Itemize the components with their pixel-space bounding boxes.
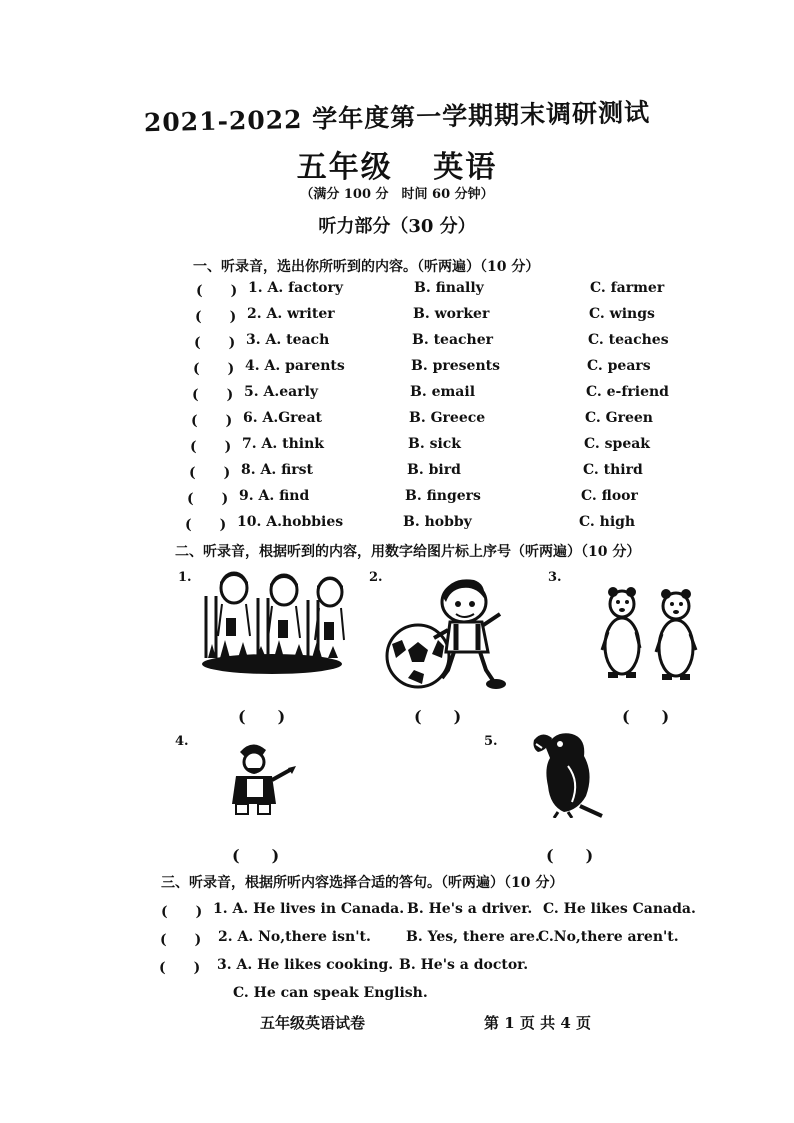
section1-heading: 一、听录音，选出你所听到的内容。（听两遍）（10 分） <box>193 259 540 275</box>
option-c: C. e-friend <box>586 384 669 400</box>
question-row <box>189 462 659 484</box>
picture-number: 4. <box>175 734 189 749</box>
picture-answer-blank: ( ) <box>232 846 280 865</box>
picture-number: 3. <box>548 570 562 585</box>
picture-answer-blank: ( ) <box>414 707 462 726</box>
parrot-picture <box>528 726 608 818</box>
page-footer <box>260 1012 591 1033</box>
santa-figure-picture <box>222 740 300 818</box>
option-b: B. Greece <box>409 410 486 426</box>
option-a: 3. A. teach <box>246 332 330 348</box>
option-b: B. finally <box>414 280 484 296</box>
footer-paper-name: 五年级英语试卷 <box>260 1014 366 1032</box>
question-row <box>187 488 657 510</box>
option-c: C. floor <box>581 488 638 504</box>
option-c: C. teaches <box>588 332 669 348</box>
answer-blank: ( ) <box>189 465 231 481</box>
option-c: C. He likes Canada. <box>543 901 696 917</box>
answer-blank: ( ) <box>185 517 227 533</box>
listening-part-heading: 听力部分（30 分） <box>318 216 476 237</box>
picture-answer-blank: ( ) <box>546 846 594 865</box>
option-c: C. pears <box>587 358 651 374</box>
option-b: B. He's a driver. <box>407 901 533 917</box>
option-b: B. fingers <box>405 488 481 504</box>
question-row <box>196 280 666 302</box>
answer-blank: ( ) <box>194 335 236 351</box>
question-row <box>195 306 665 328</box>
grade-label: 五年级 <box>296 150 393 185</box>
exam-title: 2021-2022 学年度第一学期期末调研测试 <box>143 97 651 138</box>
picture-number: 5. <box>484 734 498 749</box>
answer-blank: ( ) <box>159 960 201 976</box>
option-c: C. speak <box>584 436 650 452</box>
option-b: B. email <box>410 384 476 400</box>
answer-blank: ( ) <box>192 387 234 403</box>
score-time-note: （满分 100 分 时间 60 分钟） <box>300 187 494 202</box>
answer-blank: ( ) <box>191 413 233 429</box>
option-b: B. worker <box>413 306 490 322</box>
answer-blank: ( ) <box>187 491 229 507</box>
picture-number: 2. <box>369 570 383 585</box>
option-c: C. third <box>583 462 643 478</box>
option-a: 2. A. writer <box>247 306 335 322</box>
subject-label: 英语 <box>433 150 498 185</box>
option-a: 9. A. find <box>239 488 310 504</box>
stage-performers-picture <box>198 566 346 678</box>
answer-blank: ( ) <box>161 904 203 920</box>
option-b: B. teacher <box>412 332 494 348</box>
page-number: 第 1 页 共 4 页 <box>484 1014 591 1032</box>
answer-blank: ( ) <box>190 439 232 455</box>
question-row <box>190 436 660 458</box>
option-a: 5. A.early <box>244 384 319 400</box>
option-b: B. sick <box>408 436 462 452</box>
section3-heading: 三、听录音，根据所听内容选择合适的答句。（听两遍）（10 分） <box>161 875 564 891</box>
option-a: 10. A.hobbies <box>237 514 344 530</box>
picture-answer-blank: ( ) <box>238 707 286 726</box>
answer-blank: ( ) <box>196 283 238 299</box>
question-row <box>192 384 669 406</box>
answer-blank: ( ) <box>195 309 237 325</box>
option-c: C. Green <box>585 410 653 426</box>
option-b: B. bird <box>407 462 461 478</box>
option-b: B. hobby <box>403 514 472 530</box>
question-row <box>185 514 655 536</box>
option-a: 2. A. No,there isn't. <box>218 929 371 945</box>
option-c: C. wings <box>589 306 655 322</box>
picture-number: 1. <box>178 570 192 585</box>
option-a: 1. A. factory <box>248 280 344 296</box>
option-a: 7. A. think <box>242 436 324 452</box>
answer-blank: ( ) <box>160 932 202 948</box>
option-b: B. presents <box>411 358 500 374</box>
question-row <box>194 332 669 354</box>
question-row <box>193 358 663 380</box>
option-b: B. He's a doctor. <box>399 957 529 973</box>
option-c: C.No,there aren't. <box>538 929 679 945</box>
question-row <box>191 410 661 432</box>
option-c: C. farmer <box>590 280 665 296</box>
option-a: 8. A. first <box>241 462 314 478</box>
picture-answer-blank: ( ) <box>622 707 670 726</box>
option-a: 1. A. He lives in Canada. <box>213 901 405 917</box>
two-bears-picture <box>600 578 700 686</box>
option-c: C. high <box>579 514 636 530</box>
football-boy-picture <box>384 574 508 692</box>
option-b: B. Yes, there are. <box>406 929 540 945</box>
section2-heading: 二、听录音，根据听到的内容，用数字给图片标上序号（听两遍）（10 分） <box>175 544 641 560</box>
grade-subject <box>0 142 794 186</box>
option-a: 6. A.Great <box>243 410 323 426</box>
option-c: C. He can speak English. <box>233 985 428 1001</box>
option-a: 4. A. parents <box>245 358 345 374</box>
answer-blank: ( ) <box>193 361 235 377</box>
option-a: 3. A. He likes cooking. <box>217 957 394 973</box>
